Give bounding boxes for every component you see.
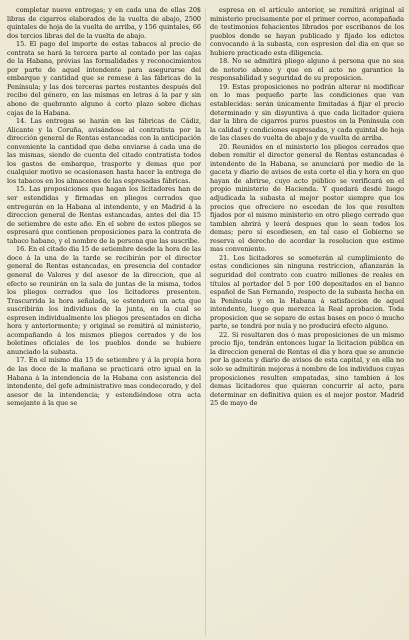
paragraph: 21. Los licitadores se someterán al cumplimiento de estas condiciones sin ninguna restriccion, afianzarán la seguridad del contrato con cuatro millones de reales en títulos al portador del 5 por 100 depositados en el banco español de San Fernando, respecto de la subasta hecha en la Península y en la Habana á satisfaccion de aquel intendente, luego que merezca la Real aprobacion. Toda proposicion que se separe de estas bases en poco ó mucho parte, se tendrá por nula y no producirá efecto alguno.	[210, 253, 404, 331]
paragraph: 19. Estas proposiciones no podrán alterar ni modificar en lo mas pequeño parte las condiciones que van establecidas: serán únicamente limitadas á fijar el precio determinado y sin disyuntiva á que cada licitador quiera dar la libra de cigarros puros puestos en la Península con la calidad y condiciones espresadas, y cada quintal de hoja de las clases de vuelta de abajo y de vuelta de arriba.	[210, 82, 404, 143]
paragraph: espresa en el artículo anterior, se remitirá original al ministerio precisamente por el primer correo, acompañada de testimonios fehacientes librados por escribanos de los pueblos donde se hayan publicado y fijado los edictos convocando á la subasta, con espresion del dia en que se hubiere practicado esta diligencia.	[210, 6, 404, 57]
paragraph: 17. En el mismo dia 15 de setiembre y á la propia hora de las doce de la mañana se practicará otro igual en la Habana á la intendencia de la Habana con asistencia del intendente, del gefe administrativo mas condecorado, y del asesor de la intendencia; y estendiéndose otra acta semejante á la que se	[7, 356, 201, 408]
paragraph: 15. Las proposiciones que hagan los licitadores han de ser estendidas y firmadas en pliegos cerrados que entregarán en la Habana al intendente, y en Madrid á la direccion general de Rentas estancadas, antes del dia 15 de setiembre de este año. En el sobre de estos pliegos se espresará que contienen proposiciones para la contrata de tabaco habano, y el nombre de la persona que las suscribe.	[7, 185, 201, 245]
paragraph: 22. Si resultaren dos ó mas proposiciones de un mismo precio fijo, tendrán entonces lugar la licitacion pública en la direccion general de Rentas el dia y hora que se anuncie por la gaceta y diario de avisos de esta capital, y en ella no solo se admitirán mejoras á nombre de los individuos cuyas proposiciones resulten empatadas, sino tambien á los demas licitadores que quieran concurrir al acto, para determinar en definitiva quien es el mejor postor. Madrid 25 de mayo de	[210, 330, 404, 408]
paragraph: 14. Las entregas se harán en las fábricas de Cádiz, Alicante y la Coruña, avisándose al contratista por la dirección general de Rentas estancadas con la anticipación conveniente la cantidad que deba enviarse á cada una de las mismas, siendo de cuenta del citado contratista todos los gastos de embarque, trasporte y demas que por cualquier motivo se ocasionasen hasta hacer la entrega de los tabacos en los almacenes de las espresadas fábricas.	[7, 117, 201, 185]
right-column	[210, 6, 404, 636]
paragraph: 18. No se admitirá pliego alguno á persona que no sea de notorio abono y que en el acto no garantice la responsabilidad y seguridad de su proposicion.	[210, 57, 404, 83]
paragraph: completar nueve entregas; y en cada una de ellas 20$ libras de cigarros elaborados de la vuelta de abajo, 2500 quintales de hoja de la vuelta de arriba, y 156 quintales, 66 dos tercios libras del de la vuelta de abajo.	[7, 6, 201, 40]
column-divider	[205, 8, 206, 636]
left-column	[7, 6, 201, 636]
paragraph: 15. El pago del importe de estas tabacos al precio de contrata se hará la tercera parte al contado por las cajas de la Habana, prévias las formalidades y reconocimientos por parte de aquel intendente para asegurarse del embarque y cantidad que se remese á las fábricas de la Península; y las dos terceras partes restantes después del recibo del género, en las mismas en letras á la par y sin abono de quebranto alguno á corto plazo sobre dichas cajas de la Habana.	[7, 40, 201, 117]
paragraph: 16. En el citado dia 15 de setiembre desde la hora de las doce á la una de la tarde se recibirán por el director general de Rentas estancadas, en presencia del contador general de Valores y del asesor de la direccion, que al efecto se reunirán en la sala de juntas de la misma, todos los pliegos cerrados que los licitadores presenten. Trascurrida la hora señalada, se estenderá un acta que suscribirán los individuos de la junta, en la cual se espresen individualmente los pliegos presentados en dicha hora y anteriormente; y original se remitirá al ministerio, acompañando á los mismos pliegos cerrados y de los boletines oficiales de los pueblos donde se hubiere anunciado la subasta.	[7, 245, 201, 356]
paragraph: 20. Reunidos en el ministerio los pliegos cerrados que deben remitir el director general de Rentas estancadas é intendente de la Habana, se anunciará por medio de la gaceta y diario de avisos de esta corte el dia y hora en que hayan de abrirse, cuyo acto público se verificará en el propio ministerio de Hacienda. Y quedará desde luego adjudicada la subasta al mejor postor siempre que los precios que ofreciere no escedan de los que resulten fijados por el mismo ministerio en otro pliego cerrado que tambien abrirá y leerá despues que lo sean todos los demas; pero si escediesen, en tal caso el Gobierno se reserva el derecho de acordar la resolucion que estime mas conveniente.	[210, 142, 404, 254]
